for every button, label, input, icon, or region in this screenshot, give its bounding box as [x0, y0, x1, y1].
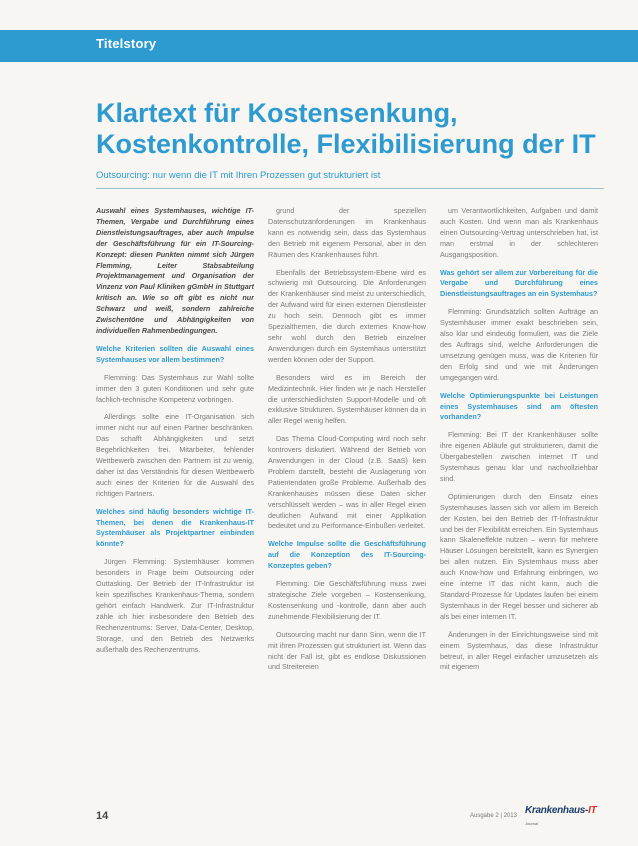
section-label: Titelstory [96, 36, 157, 51]
body-paragraph: Das Thema Cloud-Computing wird noch sehr kontrovers diskutiert. Während der Betrieb von Anwendungen in der Cloud (z.B. SaaS) kein Problem darstellt, besteht die Auslagerung von Patientendaten große Probleme. Außerhalb des Krankenhauses müssen diese Daten sicher verschlüsselt werden – was in aller Regel einen deutlichen Aufwand mit einer Applikation bedeutet und zu Performance-Einbußen verleitet. [268, 434, 426, 531]
body-paragraph: Ebenfalls der Betriebssystem-Ebene wird es schwierig mit Outsourcing. Die Anforderungen der Krankenhäuser sind meist zu unterschiedlich, der Aufwand wird für einen externen Dienstleister zu hoch sein. Dennoch gibt es immer Spezialthemen, die durch externes Know-how sehr wohl durch den Betrieb einzelner Anwendungen durch ein Systemhaus unterstützt werden können oder der Support. [268, 267, 426, 364]
body-paragraph: Allerdings sollte eine IT-Organisation sich immer nicht nur auf einen Partner beschränken. Das schafft Abhängigkeiten und setzt Begehrlichkeiten frei. Mitarbeiter, fehlender Wettbewerb zwischen den Partnern ist zu wenig, daher ist das Verständnis für diesen Wettbewerb auch eines der Kriterien für die Auswahl des richtigen Partners. [96, 412, 254, 498]
body-paragraph: Outsourcing macht nur dann Sinn, wenn die IT mit ihren Prozessen gut strukturiert ist. Wenn das nicht der Fall ist, gibt es endlose Diskussionen und Streitereien [268, 629, 426, 672]
body-paragraph: Besonders wird es im Bereich der Medizintechnik. Hier finden wir je nach Hersteller die unterschiedlichsten Support-Modelle und oft exklusive Strukturen. Systemhäuser können da in aller Regel wenig helfen. [268, 372, 426, 426]
body-paragraph: Optimierungen durch den Einsatz eines Systemhauses lassen sich vor allem im Bereich der Kosten, bei den Betrieb der IT-Infrastruktur und bei der Flexibilität erreichen. Ein Systemhaus kann Skaleneffekte nutzen – wenn für mehrere Häuser Lösungen bereitstellt, kann es Synergien bei allen nutzen. Ein Systemhaus muss aber auch Know-how und Erfahrung einbringen, wo eine interne IT das nicht kann, auch die Standard-Prozesse für Updates laufen bei einem Systemhaus in der Regel besser und sicherer ab als bei einer internen IT. [440, 491, 598, 621]
text-column-3 [440, 206, 598, 806]
body-paragraph: um Verantwortlichkeiten, Aufgaben und damit auch Kosten. Und wenn man als Krankenhaus einen Outsourcing-Vertrag unterschrieben hat, ist man erstmal in der schlechteren Ausgangsposition. [440, 206, 598, 259]
body-paragraph: Flemming: Das Systemhaus zur Wahl sollte immer den 3 guten Konditionen und sehr gute fachlich-technische Kompetenz vorbringen. [96, 372, 254, 404]
body-paragraph: grund der speziellen Datenschutzanforderungen im Krankenhaus kann es notwendig sein, dass das Systemhaus den Betrieb mit eigenem Personal, aber in den Räumen des Krankenhauses führt. [268, 206, 426, 259]
interview-question: Welche Kriterien sollten die Auswahl eines Systemhauses vor allem bestimmen? [96, 343, 254, 364]
body-paragraph: Änderungen in der Einrichtungsweise sind mit einem Systemhaus, das diese Infrastruktur betreut, in aller Regel einfacher umzusetzen als mit eigenem [440, 629, 598, 672]
issue-label: Ausgabe 2 | 2013 [470, 813, 517, 819]
text-column-1 [96, 206, 254, 806]
text-column-2 [268, 206, 426, 806]
page-number: 14 [96, 810, 109, 822]
body-paragraph: Jürgen Flemming: Systemhäuser kommen besonders in Frage beim Outsourcing oder Outtasking. Der Betrieb der IT-Infrastruktur ist kein spezifisches Krankenhaus-Thema, sondern gehört einfach Handwerk. Zur IT-Infrastruktur zähle ich hier insbesondere den Betrieb des Rechenzentrums: Server, Data-Center, Desktop, Storage, und den Betrieb des Netzwerks außerhalb des Rechenzentrums. [96, 557, 254, 654]
interview-question: Was gehört ser allem zur Vorbereitung für die Vergabe und Durchführung eines Dienstleistungsauftrages an ein Systemhaus? [440, 267, 598, 299]
interview-question: Welche Impulse sollte die Geschäftsführung auf die Konzeption des IT-Sourcing-Konzeptes geben? [268, 539, 426, 571]
article-title: Klartext für Kostensenkung, Kostenkontrolle, Flexibilisierung der IT [96, 98, 596, 159]
title-divider [96, 188, 604, 189]
interview-question: Welches sind häufig besonders wichtige IT-Themen, bei denen die Krankenhaus-IT Systemhäuser als Projektpartner einbinden könnte? [96, 506, 254, 549]
article-subtitle: Outsourcing: nur wenn die IT mit Ihren Prozessen gut strukturiert ist [96, 170, 381, 181]
body-paragraph: Flemming: Bei IT der Krankenhäuser sollte ihre eigenen Abläufe gut strukturieren, damit die Übergabestellen zwischen internet IT und Systemhaus genau klar und nachvollziehbar sind. [440, 430, 598, 483]
logo-it-text: IT [588, 805, 597, 816]
body-paragraph: Flemming: Die Geschäftsführung muss zwei strategische Ziele vorgeben – Kostensenkung, Kostensenkung und -kontrolle, dann aber auch zunehmende Flexibilisierung der IT. [268, 579, 426, 621]
article-lead: Auswahl eines Systemhauses, wichtige IT-Themen, Vergabe und Durchführung eines Dienstleistungsauftrages, aber auch Impulse der Geschäftsführung für ein IT-Sourcing-Konzept: diesen Punkten nimmt sich Jürgen Flemming, Leiter Stabsabteilung Projektmanagement und Organisation der Vinzenz von Paul Kliniken gGmbH in Stuttgart kritisch an. Wie so oft gibt es nicht nur Schwarz und weiß, sondern zahlreiche Zwischentöne und Abhängigkeiten von individuellen Rahmenbedingungen. [96, 206, 254, 335]
logo-main-text: Krankenhaus- [525, 805, 589, 816]
logo-subtitle: Journal [525, 821, 539, 826]
interview-question: Welche Optimierungspunkte bei Leistungen eines Systemhauses sind am öftesten vorhanden? [440, 390, 598, 422]
body-paragraph: Flemming: Grundsätzlich sollten Aufträge an Systemhäuser immer exakt beschrieben sein, also klar und eindeutig formuliert, was die Ziele des Auftrags sind, welche Anforderungen die umsetzung genügen muss, was die Kriterien für den Erfolg sind und wie mit Änderungen umgegangen wird. [440, 307, 598, 382]
